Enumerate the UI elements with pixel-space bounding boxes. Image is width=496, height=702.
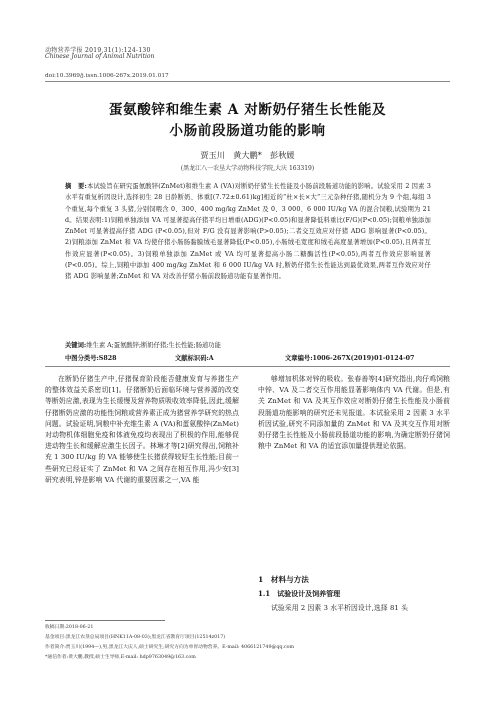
clc-number: 中图分类号:S828 <box>65 355 117 362</box>
section-heading-1-1: 1.1 试验设计及饲养管理 <box>258 589 341 598</box>
classification-row <box>65 353 431 362</box>
section-heading-1: 1 材料与方法 <box>258 575 309 584</box>
abstract <box>65 181 431 283</box>
article-title-line2: 小肠前段肠道功能的影响 <box>169 123 326 139</box>
keywords-text: 维生素 A;蛋氨酸锌;断奶仔猪;生长性能;肠道功能 <box>86 342 221 349</box>
abstract-text: 本试验旨在研究蛋氨酸锌(ZnMet)和维生素 A (VA)对断奶仔猪生长性能及小肠前段肠道功能的影响。试验采用 2 因素 3 水平有重复析因设计,选择初生 28 日龄断奶、体重[(7.72±0.61)kg]相近的“杜×长×大”三元杂种仔猪,随机分为 9 个组,每组 3 个重复,每个重复 3 头猪,分别饲喂含 0、300、400 mg/kg ZnMet 及 0、3 000、6 000 IU/kg VA 的混合饲粮,试验期为 21 d。结果表明:1)饲粮单独添加 VA 可显著提高仔猪平均日增重(ADG)(P<0.05)和显著降低料重比(F/G)(P<0.05);饲粮单独添加 ZnMet 可显著提高仔猪 ADG (P<0.05),但对 F/G 没有显著影响(P>0.05);二者交互效应对仔猪 ADG 影响显著(P<0.05)。2)饲粮添加 ZnMet 和 VA 均使仔猪小肠肠黏膜绒毛显著降低(P<0.05),小肠绒毛宽度和绒毛高度显著增加(P<0.05),且两者互作效应显著(P<0.05)。3)饲粮单独添加 ZnMet 或 VA 均可显著提高小肠二糖酶活性(P<0.05),两者互作效应影响显著(P<0.05)。综上,饲粮中添加 400 mg/kg ZnMet 和 6 000 IU/kg VA 时,断奶仔猪生长性能达到最优效果,两者互作效应对仔猪 ADG 影响显著;ZnMet 和 VA 对改善仔猪小肠前段肠道功能有显著作用。 <box>65 183 431 281</box>
footnote-fund: 基金项目:黑龙江农垦总局项目(HNK11A-08-03);黑龙江省教育厅项目(12514z017) <box>45 635 226 640</box>
header-divider <box>45 81 450 82</box>
article-title-line1: 蛋氨酸锌和维生素 A 对断奶仔猪生长性能及 <box>108 102 387 118</box>
keywords <box>65 340 431 349</box>
body-right-column: 够增加机体对锌的吸收。张春善等[4]研究指出,肉仔鸡饲粮中锌、VA 及二者交互作用能显著影响体内 VA 代谢。但是,有关 ZnMet 和 VA 及其互作效应对断奶仔猪生长性能及小肠前段肠道功能影响的研究还未见报道。本试验采用 2 因素 3 水平析因试验,研究不同添加量的 ZnMet 和 VA 及其交互作用对断奶仔猪生长性能及小肠前段肠道功能的影响,为确定断奶仔猪饲粮中 ZnMet 和 VA 的适宜添加量提供理论依据。 <box>258 375 450 451</box>
footnote-corresponding: *通信作者:黄大鹏,教授,硕士生导师,E-mail: hdp9763049@163.com <box>45 655 196 660</box>
authors: 贾玉川 黄大鹏* 彭秋媛 <box>200 150 295 160</box>
footnote-received: 收稿日期:2018-06-21 <box>45 625 94 630</box>
abstract-divider <box>45 366 450 367</box>
body-left-column: 在断奶仔猪生产中,仔猪保育阶段能否健康发育与养猪生产的整体效益关系密切[1]。仔猪断奶后面临环境与营养源的改变等断奶应激,表现为生长缓慢及营养物质吸收效率降低,因此,缓解仔猪断奶应激的功能性饲粮或营养素正成为猪营养学研究的热点问题。试验证明,饲粮中补充维生素 A (VA)和蛋氨酸锌(ZnMet)对动物机体细胞免疫和体液免疫均表现出了积极的作用,能够促进动物生长和缓解应激生长因子。林琳才等[2]研究得出,饲粮补充 1 300 IU/kg 的 VA 能够使生长猪获得较好生长性能;目前一些研究已经证实了 ZnMet 和 VA 之间存在相互作用,冯少安[3]研究表明,锌是影响 VA 代谢的重要因素之一,VA 能 <box>45 375 239 484</box>
section-1-1-text: 试验采用 2 因素 3 水平析因设计,选择 81 头 <box>271 604 408 612</box>
article-number: 文章编号:1006-267X(2019)01-0124-07 <box>285 355 415 362</box>
footnote-divider <box>45 620 165 621</box>
doi-link[interactable]: doi:10.3969/j.issn.1006-267x.2019.01.017 <box>45 73 169 79</box>
affiliation: (黑龙江八一农垦大学动物科技学院,大庆 163319) <box>180 165 315 172</box>
keywords-label: 关键词: <box>65 342 87 349</box>
abstract-label: 摘 要: <box>65 183 87 190</box>
journal-citation-en: Chinese Journal of Animal Nutrition <box>45 53 155 60</box>
footnote-author: 作者简介:贾玉川(1994—),男,黑龙江大庆人,硕士研究生,研究方向为单胃动物营养。E-mail: 4066121749@qq.com <box>45 645 295 650</box>
document-code: 文献标识码:A <box>175 355 214 362</box>
journal-citation-cn: 动物营养学报 2019,31(1):124-130 <box>45 47 151 54</box>
